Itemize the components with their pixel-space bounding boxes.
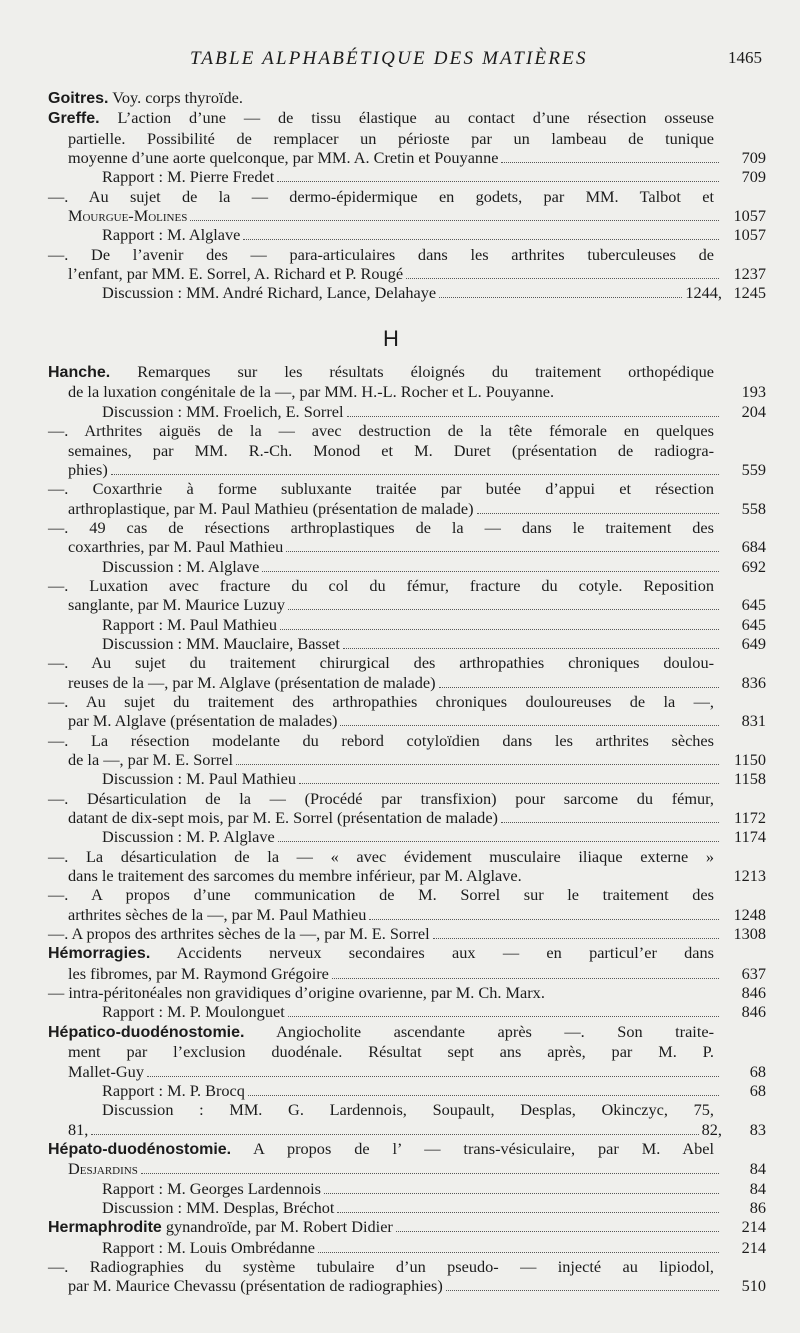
page-ref: 637 bbox=[741, 963, 766, 983]
page-ref: 846 bbox=[741, 1002, 766, 1022]
page-ref: 84 bbox=[749, 1178, 766, 1198]
page-ref: 204 bbox=[741, 401, 766, 421]
page-ref: 1057 bbox=[733, 206, 766, 226]
page-ref: 86 bbox=[749, 1197, 766, 1217]
entry-text: —. La désarticulation de la — « avec évidement musculaire iliaque externe » bbox=[48, 846, 714, 866]
entry-hermaphrodite: Hermaphrodite gynandroïde, par M. Robert Didier 214 bbox=[48, 1217, 766, 1237]
index-line: Discussion : M. Paul Mathieu 1158 bbox=[102, 769, 766, 789]
entry-text: Voy. corps thyroïde. bbox=[112, 88, 243, 107]
page-ref: 645 bbox=[741, 614, 766, 634]
page-ref: 709 bbox=[741, 148, 766, 168]
page-ref: 1308 bbox=[733, 924, 766, 944]
page-title: TABLE ALPHABÉTIQUE DES MATIÈRES bbox=[190, 48, 588, 69]
page-ref: 1213 bbox=[733, 866, 766, 886]
entry-heading: Greffe. bbox=[48, 110, 100, 128]
page-ref: 68 bbox=[749, 1080, 766, 1100]
entry-heading: Hermaphrodite bbox=[48, 1219, 162, 1237]
index-line: — intra-péritonéales non gravidiques d’origine ovarienne, par M. Ch. Marx. 846 bbox=[48, 983, 766, 1003]
index-line: dans le traitement des sarcomes du membre inférieur, par M. Alglave. 1213 bbox=[68, 866, 766, 886]
index-line: de la —, par M. E. Sorrel 1150 bbox=[68, 750, 766, 769]
index-line: les fibromes, par M. Raymond Grégoire 637 bbox=[68, 963, 766, 983]
index-line: moyenne d’une aorte quelconque, par MM. A. Cretin et Pouyanne 709 bbox=[68, 148, 766, 168]
page-ref: 1244, bbox=[685, 283, 722, 303]
entry-heading: Hémorragies. bbox=[48, 945, 151, 963]
entry-text: ment par l’exclusion duodénale. Résultat sept ans après, par M. P. bbox=[68, 1042, 714, 1062]
page-ref: 1057 bbox=[733, 225, 766, 245]
entry-text: partielle. Possibilité de remplacer un périoste par un lambeau de tunique bbox=[68, 128, 714, 148]
entry-hepato: Hépato-duodénostomie. A propos de l’ — trans-vésiculaire, par M. Abel bbox=[48, 1138, 714, 1158]
index-line: Rapport : M. P. Moulonguet 846 bbox=[102, 1002, 766, 1022]
entry-goitres bbox=[48, 88, 714, 108]
page-ref: 1245 bbox=[733, 283, 766, 303]
index-body bbox=[48, 88, 766, 1296]
running-head bbox=[0, 48, 800, 72]
page-ref: 1174 bbox=[734, 827, 766, 847]
index-line: reuses de la —, par M. Alglave (présentation de malade) 836 bbox=[68, 672, 766, 692]
entry-heading: Hépatico-duodénostomie. bbox=[48, 1023, 245, 1041]
entry-text: —. Au sujet de la — dermo-épidermique en godets, par MM. Talbot et bbox=[48, 186, 714, 206]
page-ref: 510 bbox=[741, 1276, 766, 1296]
page-ref: 1248 bbox=[733, 904, 766, 924]
entry-text: Discussion : MM. G. Lardennois, Soupault, Desplas, Okinczyc, 75, bbox=[102, 1100, 714, 1120]
page-ref: 1172 bbox=[734, 808, 766, 828]
index-line: Rapport : M. Louis Ombrédanne 214 bbox=[102, 1237, 766, 1257]
index-line: coxarthries, par M. Paul Mathieu 684 bbox=[68, 537, 766, 557]
index-line: par M. Alglave (présentation de malades) 831 bbox=[68, 711, 766, 731]
entry-heading: Hanche. bbox=[48, 364, 111, 382]
index-line: Rapport : M. Alglave 1057 bbox=[102, 225, 766, 245]
index-line: Rapport : M. P. Brocq 68 bbox=[102, 1080, 766, 1100]
page-ref: 83 bbox=[749, 1119, 766, 1139]
index-line: arthrites sèches de la —, par M. Paul Mathieu 1248 bbox=[68, 904, 766, 924]
page-number: 1465 bbox=[728, 48, 762, 67]
page-ref: 684 bbox=[741, 537, 766, 557]
entry-text: —. Au sujet du traitement des arthropathies chroniques douloureuses de la —, bbox=[48, 691, 714, 711]
entry-text: —. 49 cas de résections arthroplastiques de la — dans le traitement des bbox=[48, 517, 714, 537]
entry-hepatico: Hépatico-duodénostomie. Angiocholite ascendante après —. Son traite- bbox=[48, 1021, 714, 1041]
entry-greffe bbox=[48, 108, 714, 128]
page-ref: 82, bbox=[701, 1119, 722, 1139]
page-ref: 1158 bbox=[734, 769, 766, 789]
entry-text: —. La résection modelante du rebord cotyloïdien dans les arthrites sèches bbox=[48, 730, 714, 750]
index-line: Discussion : M. P. Alglave 1174 bbox=[102, 827, 766, 847]
index-line: l’enfant, par MM. E. Sorrel, A. Richard et P. Rougé 1237 bbox=[68, 264, 766, 284]
index-line: arthroplastique, par M. Paul Mathieu (présentation de malade) 558 bbox=[68, 498, 766, 518]
index-line: Mourgue-Molines 1057 bbox=[68, 206, 766, 226]
entry-text: —. De l’avenir des — para-articulaires dans les arthrites tuberculeuses de bbox=[48, 244, 714, 264]
entry-text: —. Radiographies du système tubulaire d’un pseudo- — injecté au lipiodol, bbox=[48, 1256, 714, 1276]
page-ref: 692 bbox=[741, 556, 766, 576]
page-ref: 559 bbox=[741, 459, 766, 479]
page-ref: 1150 bbox=[734, 750, 766, 769]
entry-heading: Hépato-duodénostomie. bbox=[48, 1140, 232, 1158]
index-line: Discussion : MM. Froelich, E. Sorrel 204 bbox=[102, 401, 766, 421]
entry-text: —. Au sujet du traitement chirurgical des arthropathies chroniques doulou- bbox=[48, 653, 714, 673]
page-ref: 831 bbox=[741, 711, 766, 731]
section-letter: H bbox=[383, 325, 399, 351]
entry-heading: Goitres. bbox=[48, 90, 109, 107]
page-ref: 214 bbox=[741, 1217, 766, 1237]
page-ref: 214 bbox=[741, 1237, 766, 1257]
entry-text: —. Désarticulation de la — (Procédé par transfixion) pour sarcome du fémur, bbox=[48, 788, 714, 808]
entry-hanche: Hanche. Remarques sur les résultats éloignés du traitement orthopédique bbox=[48, 362, 714, 382]
index-line: Rapport : M. Georges Lardennois 84 bbox=[102, 1178, 766, 1198]
index-line: Discussion : MM. Desplas, Bréchot 86 bbox=[102, 1197, 766, 1217]
index-line: Discussion : MM. André Richard, Lance, Delahaye 1244, 1245 bbox=[102, 283, 766, 303]
page-ref: 846 bbox=[741, 983, 766, 1003]
page-ref: 836 bbox=[741, 672, 766, 692]
entry-text: L’action d’une — de tissu élastique au contact d’une résection osseuse bbox=[117, 108, 714, 128]
entry-text: —. Luxation avec fracture du col du fémur, fracture du cotyle. Reposition bbox=[48, 575, 714, 595]
page-ref: 68 bbox=[749, 1061, 766, 1081]
index-line: datant de dix-sept mois, par M. E. Sorrel (présentation de malade) 1172 bbox=[68, 808, 766, 828]
index-line: par M. Maurice Chevassu (présentation de radiographies) 510 bbox=[68, 1276, 766, 1296]
page-ref: 645 bbox=[741, 595, 766, 615]
page-ref: 1237 bbox=[733, 264, 766, 284]
entry-hemorragies: Hémorragies. Accidents nerveux secondaires aux — en particul’er dans bbox=[48, 943, 715, 963]
page-ref: 558 bbox=[741, 498, 766, 518]
index-line: Mallet-Guy 68 bbox=[68, 1061, 766, 1081]
index-line: sanglante, par M. Maurice Luzuy 645 bbox=[68, 595, 766, 615]
page-ref: 649 bbox=[741, 633, 766, 653]
page-ref: 709 bbox=[741, 167, 766, 187]
page-ref: 84 bbox=[749, 1159, 766, 1179]
entry-text: semaines, par MM. R.-Ch. Monod et M. Duret (présentation de radiogra- bbox=[68, 440, 714, 460]
page-ref: 193 bbox=[741, 382, 766, 402]
entry-text: —. A propos d’une communication de M. Sorrel sur le traitement des bbox=[48, 885, 714, 905]
index-line: 81, 82, 83 bbox=[68, 1119, 766, 1139]
index-line: Rapport : M. Pierre Fredet 709 bbox=[102, 167, 766, 187]
index-line: Desjardins 84 bbox=[68, 1159, 766, 1179]
index-line: phies) 559 bbox=[68, 459, 766, 479]
index-line: —. A propos des arthrites sèches de la —, par M. E. Sorrel 1308 bbox=[48, 924, 766, 944]
entry-text: —. Coxarthrie à forme subluxante traitée par butée d’appui et résection bbox=[48, 479, 714, 499]
index-line: de la luxation congénitale de la —, par MM. H.-L. Rocher et L. Pouyanne. 193 bbox=[68, 382, 766, 402]
index-line: Rapport : M. Paul Mathieu 645 bbox=[102, 614, 766, 634]
index-line: Discussion : MM. Mauclaire, Basset 649 bbox=[102, 633, 766, 653]
index-line: Discussion : M. Alglave 692 bbox=[102, 556, 766, 576]
entry-text: —. Arthrites aiguës de la — avec destruction de la tête fémorale en quelques bbox=[48, 421, 714, 441]
